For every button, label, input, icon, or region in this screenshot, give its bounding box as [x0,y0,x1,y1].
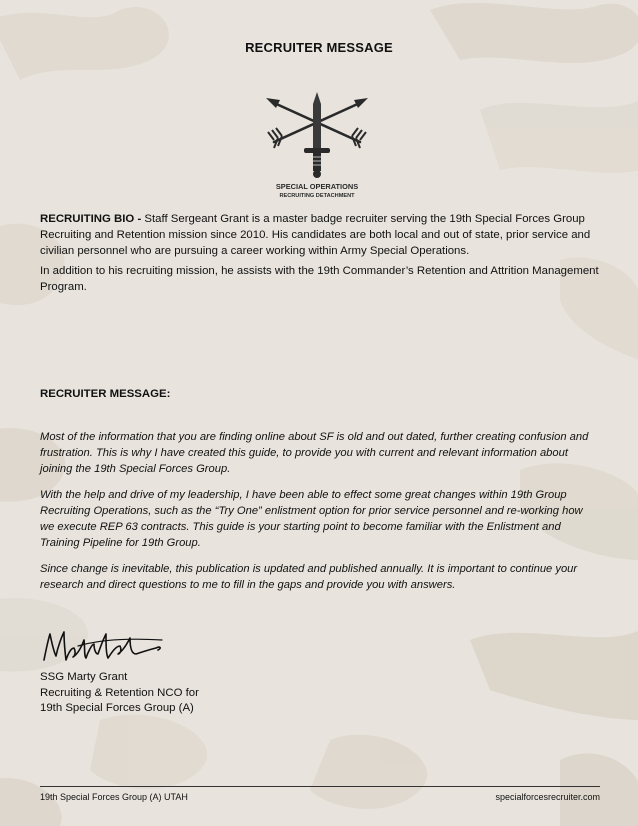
recruiter-message [40,429,600,603]
recruiting-bio [40,211,600,299]
signature-role: Recruiting & Retention NCO for [40,686,199,699]
footer-unit: 19th Special Forces Group (A) UTAH [40,792,188,802]
bio-paragraph [40,211,600,259]
bio-lead: RECRUITING BIO - [40,213,145,225]
signature-unit: 19th Special Forces Group (A) [40,702,194,714]
signature-block [40,670,199,717]
message-paragraph-3: Since change is inevitable, this publication is updated and published annually. It is important to continue your research and direct questions to me to fill in the gaps and provide you with answers. [40,563,578,591]
message-paragraph-1: Most of the information that you are finding online about SF is old and out dated, further creating confusion and frustration. This is why I have created this guide, to provide you with current and relevant information about joining the 19th Special Forces Group. [40,431,589,475]
message-paragraph-2: With the help and drive of my leadership, I have been able to effect some great changes within 19th Group Recruiting Operations, such as the “Try One” enlistment option for prior service personnel and re-working how we execute REP 63 contracts. This guide is your starting point to become familiar with the Enlistment and Training Pipeline for 19th Group. [40,489,583,549]
emblem-line2: RECRUITING DETACHMENT [279,193,355,199]
footer-website: specialforcesrecruiter.com [495,792,600,802]
bio-paragraph-2: In addition to his recruiting mission, he assists with the 19th Commander’s Retention and Attrition Management Program. [40,265,599,293]
emblem-line1: SPECIAL OPERATIONS [275,182,359,191]
special-operations-emblem-icon [262,90,372,202]
handwritten-signature [38,626,168,668]
message-heading: RECRUITER MESSAGE: [40,388,171,400]
page-title: RECRUITER MESSAGE [245,40,393,55]
footer-divider [40,786,600,787]
bio-text: Staff Sergeant Grant is a master badge recruiter serving the 19th Special Forces Group Recruiting and Retention mission since 2010. His candidates are both local and out of state, prior service and civilian personnel who are pursuing a career working within Army Special Operations. [40,213,591,257]
signature-name: SSG Marty Grant [40,671,128,683]
